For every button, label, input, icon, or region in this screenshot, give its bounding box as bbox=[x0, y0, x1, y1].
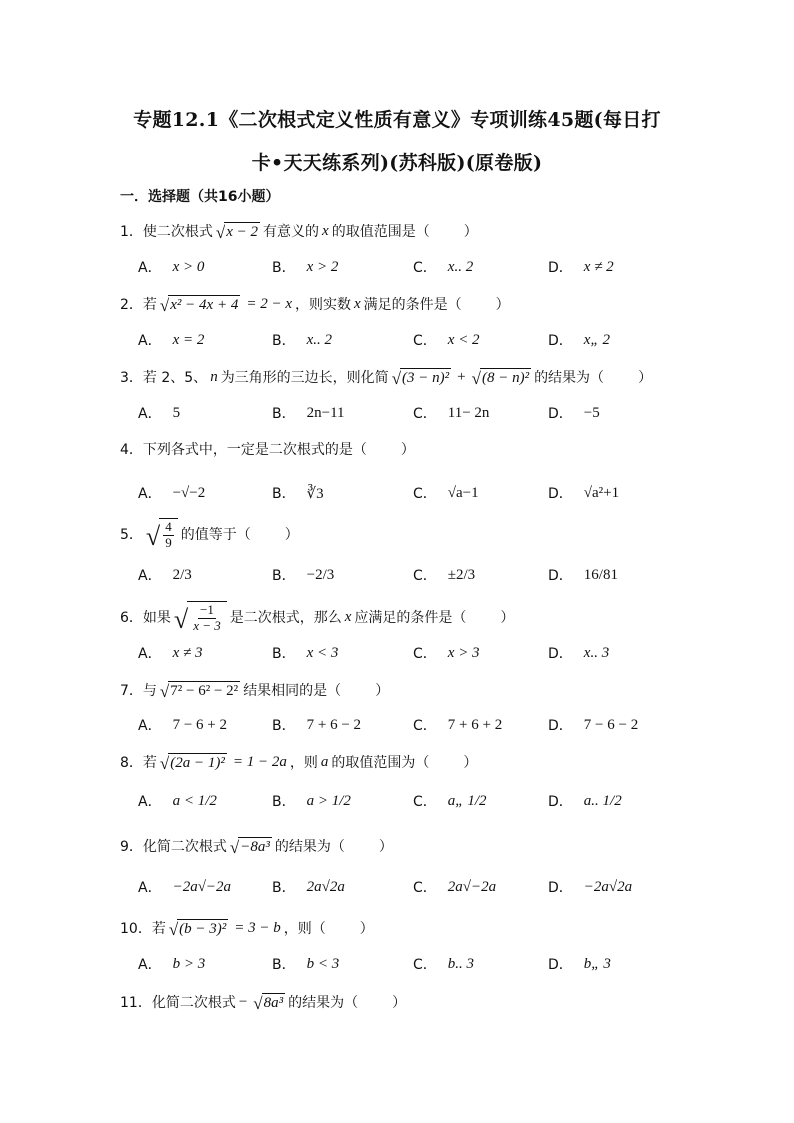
radical: √ (3 − n)² bbox=[391, 368, 450, 388]
option-d[interactable]: D． x.. 3 bbox=[548, 644, 610, 662]
option-a[interactable]: A． b > 3 bbox=[138, 955, 206, 973]
option-d[interactable]: D． b„ 3 bbox=[548, 955, 611, 973]
option-b[interactable]: B． −2/3 bbox=[272, 566, 335, 584]
options-9 bbox=[138, 872, 658, 902]
option-a[interactable]: A． x > 0 bbox=[138, 258, 205, 276]
option-c[interactable]: C． x > 3 bbox=[413, 644, 480, 662]
option-a[interactable]: A． x = 2 bbox=[138, 331, 205, 349]
section-heading: 一．选择题（共16小题） bbox=[120, 189, 280, 205]
radical: √ x² − 4x + 4 bbox=[159, 295, 239, 315]
option-a[interactable]: A． x ≠ 3 bbox=[138, 644, 203, 662]
option-b[interactable]: B． x.. 2 bbox=[272, 331, 333, 349]
radical: √ (b − 3)² bbox=[168, 919, 227, 939]
options-1 bbox=[138, 252, 658, 282]
option-a[interactable]: A． 2/3 bbox=[138, 566, 192, 584]
option-d[interactable]: D． −2a√2a bbox=[548, 878, 633, 896]
option-b[interactable]: B． ∛3 bbox=[272, 485, 324, 502]
option-a[interactable]: A． 7 − 6 + 2 bbox=[138, 716, 227, 734]
options-5 bbox=[138, 560, 658, 594]
question-6: 6． 如果 √ $\frac{-1}{x - 3}$ 是二次根式，那么 x 应满足的条件是（ ） bbox=[120, 602, 515, 634]
option-b[interactable]: B． 2n−11 bbox=[272, 404, 345, 422]
option-b[interactable]: B． x < 3 bbox=[272, 644, 339, 662]
option-d[interactable]: D． −5 bbox=[548, 404, 600, 422]
question-1: 1． 使二次根式 √ x − 2 有意义的 x 的取值范围是（ ） bbox=[120, 222, 478, 242]
radical: √ (8 − n)² bbox=[471, 368, 530, 388]
option-d[interactable]: D． x ≠ 2 bbox=[548, 258, 614, 276]
option-d[interactable]: D． x„ 2 bbox=[548, 331, 611, 349]
question-2: 2． 若 √ x² − 4x + 4 = 2 − x ，则实数 x 满足的条件是（ ） bbox=[120, 295, 510, 315]
option-c[interactable]: C． b.. 3 bbox=[413, 955, 475, 973]
question-7: 7． 与 √ 7² − 6² − 2² 结果相同的是（ ） bbox=[120, 681, 390, 701]
option-c[interactable]: C． 2a√−2a bbox=[413, 878, 497, 896]
options-2 bbox=[138, 325, 658, 355]
option-c[interactable]: C． √a−1 bbox=[413, 484, 479, 502]
radical: √ 8a³ bbox=[253, 993, 284, 1013]
option-b[interactable]: B． b < 3 bbox=[272, 955, 340, 973]
option-c[interactable]: C． 7 + 6 + 2 bbox=[413, 716, 503, 734]
question-4: 4． 下列各式中，一定是二次根式的是（ ） bbox=[120, 442, 415, 458]
question-8: 8． 若 √ (2a − 1)² = 1 − 2a ，则 a 的取值范围为（ ） bbox=[120, 753, 478, 773]
option-a[interactable]: A． −√−2 bbox=[138, 484, 206, 502]
options-4 bbox=[138, 478, 658, 508]
option-d[interactable]: D． 16/81 bbox=[548, 566, 618, 584]
option-a[interactable]: A． 5 bbox=[138, 404, 181, 422]
option-d[interactable]: D． √a²+1 bbox=[548, 484, 620, 502]
option-b[interactable]: B． 7 + 6 − 2 bbox=[272, 716, 362, 734]
radical: √ x − 2 bbox=[215, 222, 259, 242]
options-8 bbox=[138, 786, 658, 820]
document-title-line-2: 卡•天天练系列)(苏科版)(原卷版) bbox=[251, 152, 543, 174]
question-5: 5． √ $\frac{4}{9}$ 的值等于（ ） bbox=[120, 519, 299, 551]
radical: √ (2a − 1)² bbox=[159, 753, 225, 773]
document-title-line-1: 专题12.1《二次根式定义性质有意义》专项训练45题(每日打 bbox=[133, 109, 661, 131]
option-c[interactable]: C． x < 2 bbox=[413, 331, 480, 349]
option-d[interactable]: D． 7 − 6 − 2 bbox=[548, 716, 639, 734]
question-9: 9． 化简二次根式 √ −8a³ 的结果为（ ） bbox=[120, 837, 393, 857]
radical: √ $\frac{-1}{x - 3}$ bbox=[174, 601, 227, 633]
option-a[interactable]: A． −2a√−2a bbox=[138, 878, 232, 896]
options-6 bbox=[138, 638, 658, 668]
option-c[interactable]: C． 11− 2n bbox=[413, 404, 490, 422]
question-11: 11． 化简二次根式 − √ 8a³ 的结果为（ ） bbox=[120, 993, 407, 1013]
radical: √ $\frac{4}{9}$ bbox=[146, 518, 178, 550]
options-10 bbox=[138, 949, 658, 979]
radical: √ 7² − 6² − 2² bbox=[159, 681, 239, 701]
option-a[interactable]: A． a < 1/2 bbox=[138, 792, 217, 810]
option-b[interactable]: B． a > 1/2 bbox=[272, 792, 351, 810]
question-10: 10． 若 √ (b − 3)² = 3 − b ，则（ ） bbox=[120, 919, 374, 939]
option-c[interactable]: C． x.. 2 bbox=[413, 258, 474, 276]
options-7 bbox=[138, 710, 658, 740]
option-b[interactable]: B． 2a√2a bbox=[272, 878, 345, 896]
question-3: 3． 若 2、5、 n 为三角形的三边长，则化简 √ (3 − n)² + √ (8 − n)² 的结果为（ ） bbox=[120, 368, 653, 388]
option-d[interactable]: D． a.. 1/2 bbox=[548, 792, 622, 810]
option-b[interactable]: B． x > 2 bbox=[272, 258, 339, 276]
option-c[interactable]: C． a„ 1/2 bbox=[413, 792, 487, 810]
option-c[interactable]: C． ±2/3 bbox=[413, 566, 476, 584]
radical: √ −8a³ bbox=[229, 837, 270, 857]
options-3 bbox=[138, 398, 658, 428]
